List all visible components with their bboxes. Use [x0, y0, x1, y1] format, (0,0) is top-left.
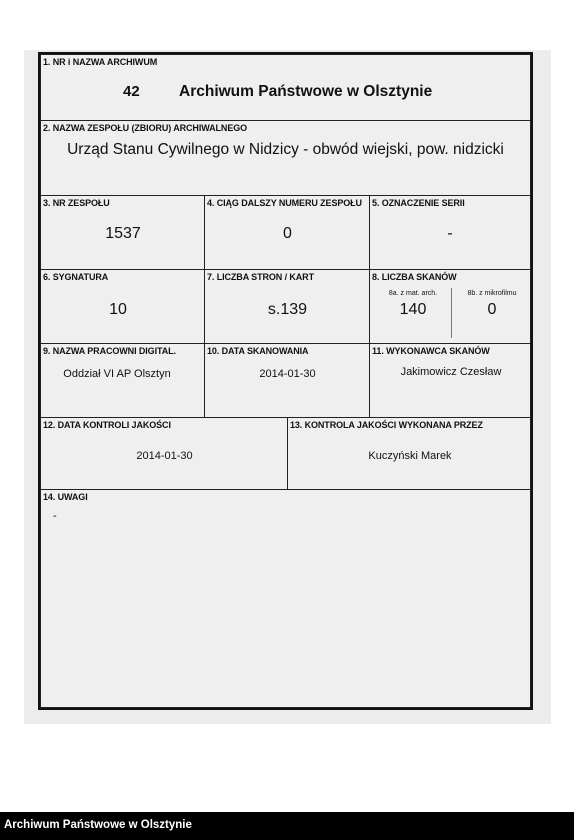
scans-label: 8. LICZBA SKANÓW [372, 272, 457, 282]
notes-label: 14. UWAGI [43, 492, 88, 502]
archive-name: Archiwum Państwowe w Olsztynie [179, 83, 433, 100]
scans-b-value: 0 [487, 301, 497, 318]
scans-a-value: 140 [399, 301, 427, 318]
fonds-number-label: 3. NR ZESPOŁU [43, 198, 110, 208]
lab-value: Oddział VI AP Olsztyn [63, 368, 171, 380]
series-label: 5. OZNACZENIE SERII [372, 198, 465, 208]
scans-b-label: 8b. z mikrofilmu [467, 290, 517, 297]
scan-date-cell [204, 343, 371, 419]
metadata-form [38, 52, 533, 710]
archive-number: 42 [123, 83, 140, 100]
archive-label: 1. NR i NAZWA ARCHIWUM [43, 57, 158, 67]
notes-value: - [53, 510, 57, 522]
fonds-number-value: 1537 [105, 225, 141, 242]
qc-date-label: 12. DATA KONTROLI JAKOŚCI [43, 420, 171, 430]
pages-cell [204, 269, 371, 345]
notes-cell [40, 489, 531, 708]
footer-bar [0, 812, 574, 840]
fonds-continuation-label: 4. CIĄG DALSZY NUMERU ZESPOŁU [207, 198, 362, 208]
scanner-value: Jakimowicz Czesław [400, 366, 502, 378]
fonds-continuation-value: 0 [283, 225, 292, 242]
fonds-continuation-cell [204, 195, 371, 271]
fonds-name-value: Urząd Stanu Cywilnego w Nidzicy - obwód wiejski, pow. nidzicki [67, 141, 504, 158]
scanner-label: 11. WYKONAWCA SKANÓW [372, 346, 490, 356]
qc-by-label: 13. KONTROLA JAKOŚCI WYKONANA PRZEZ [290, 420, 483, 430]
signature-cell [40, 269, 206, 345]
qc-date-value: 2014-01-30 [136, 450, 193, 462]
pages-value: s.139 [267, 301, 308, 318]
scan-date-value: 2014-01-30 [259, 368, 316, 380]
qc-by-value: Kuczyński Marek [368, 450, 452, 462]
scan-date-label: 10. DATA SKANOWANIA [207, 346, 309, 356]
archive-cell [40, 54, 531, 122]
scans-cell [369, 269, 531, 345]
footer-text: Archiwum Państwowe w Olsztynie [4, 819, 192, 831]
qc-date-cell [40, 417, 289, 491]
fonds-name-cell [40, 120, 531, 196]
scans-a-label: 8a. z mat. arch. [388, 290, 438, 297]
pages-label: 7. LICZBA STRON / KART [207, 272, 314, 282]
fonds-number-cell [40, 195, 206, 271]
series-value: - [447, 225, 453, 242]
signature-label: 6. SYGNATURA [43, 272, 109, 282]
series-cell [369, 195, 531, 271]
signature-value: 10 [109, 301, 127, 318]
qc-by-cell [287, 417, 531, 491]
lab-cell [40, 343, 206, 419]
fonds-name-label: 2. NAZWA ZESPOŁU (ZBIORU) ARCHIWALNEGO [43, 123, 248, 133]
lab-label: 9. NAZWA PRACOWNI DIGITAL. [43, 346, 176, 356]
scanner-cell [369, 343, 531, 419]
